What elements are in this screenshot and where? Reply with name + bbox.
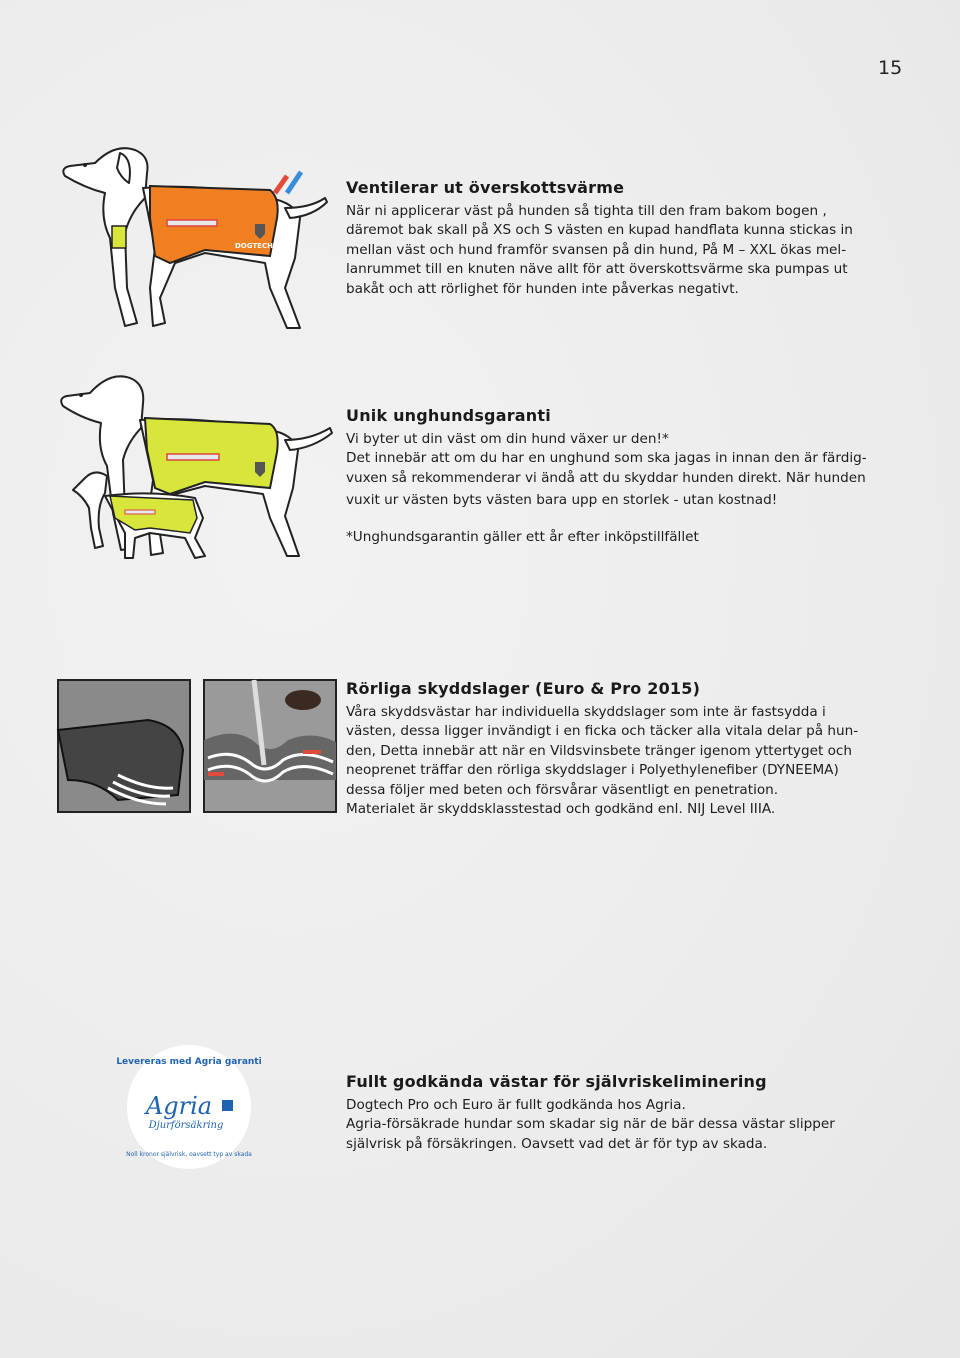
section-line: Dogtech Pro och Euro är fullt godkända hos Agria. (346, 1097, 686, 1113)
section-line: dessa följer med beten och försvårar väsentligt en penetration. (346, 781, 779, 798)
section-line: Det innebär att om du har en unghund som ska jagas in innan den är färdig- (346, 450, 867, 467)
section-line: mellan väst och hund framför svansen på din hund, På M – XXL ökas mel- (346, 241, 847, 258)
section-title: Fullt godkända västar för självriskeliminering (346, 1072, 767, 1091)
section-line: den, Detta innebär att när en Vildsvinsbete tränger igenom yttertyget och (346, 742, 853, 759)
agria-top-text: Levereras med Agria garanti (116, 1057, 262, 1067)
page-number: 15 (878, 57, 903, 79)
protective-layer-illustration (58, 680, 336, 812)
section-skyddslager (346, 679, 906, 819)
footnote: *Unghundsgarantin gäller ett år efter inköpstillfället (346, 528, 699, 545)
section-line: självrisk på försäkringen. Oavsett vad det är för typ av skada. (346, 1135, 768, 1152)
section-line: västen, dessa ligger invändigt i en ficka och täcker alla vitala delar på hun- (346, 723, 859, 740)
section-title: Rörliga skyddslager (Euro & Pro 2015) (346, 679, 701, 698)
section-title: Unik unghundsgaranti (346, 406, 551, 425)
agria-subtitle: Djurförsäkring (148, 1120, 224, 1131)
vest-brand-text: DOGTECH (235, 242, 273, 250)
section-line: Materialet är skyddsklasstestad och godkänd enl. NIJ Level IIIA. (346, 801, 776, 818)
agria-brand-text: Agria (145, 1092, 213, 1120)
section-unghund (346, 406, 906, 547)
section-title: Ventilerar ut överskottsvärme (346, 178, 625, 197)
section-line: Agria-försäkrade hundar som skadar sig när de bär dessa västar slipper (346, 1116, 835, 1133)
section-line: däremot bak skall på XS och S västen en kupad handflata kunna stickas in (346, 222, 853, 239)
section-line: När ni applicerar väst på hunden så tighta till den fram bakom bogen , (346, 203, 827, 219)
section-line: vuxen så rekommenderar vi ändå att du skyddar hunden direkt. När hunden (346, 469, 866, 486)
section-line: bakåt och att rörlighet för hunden inte påverkas negativt. (346, 280, 739, 297)
section-ventilerar (346, 178, 906, 299)
section-line: Våra skyddsvästar har individuella skyddslager som inte är fastsydda i (346, 704, 826, 720)
agria-bottom-text: Noll kronor självrisk, oavsett typ av skada (126, 1151, 252, 1158)
agria-badge (116, 1042, 262, 1172)
section-line: lanrummet till en knuten näve allt för att överskottsvärme ska pumpas ut (346, 261, 848, 278)
dog-orange-vest-illustration (55, 138, 335, 338)
dogs-yellow-vest-illustration (55, 368, 340, 583)
section-line: Vi byter ut din väst om din hund växer ur den!* (346, 431, 669, 447)
section-line: vuxit ur västen byts västen bara upp en storlek - utan kostnad! (346, 492, 778, 509)
section-line: neoprenet träffar den rörliga skyddslager i Polyethylenefiber (DYNEEMA) (346, 762, 839, 779)
section-agria (346, 1072, 906, 1154)
